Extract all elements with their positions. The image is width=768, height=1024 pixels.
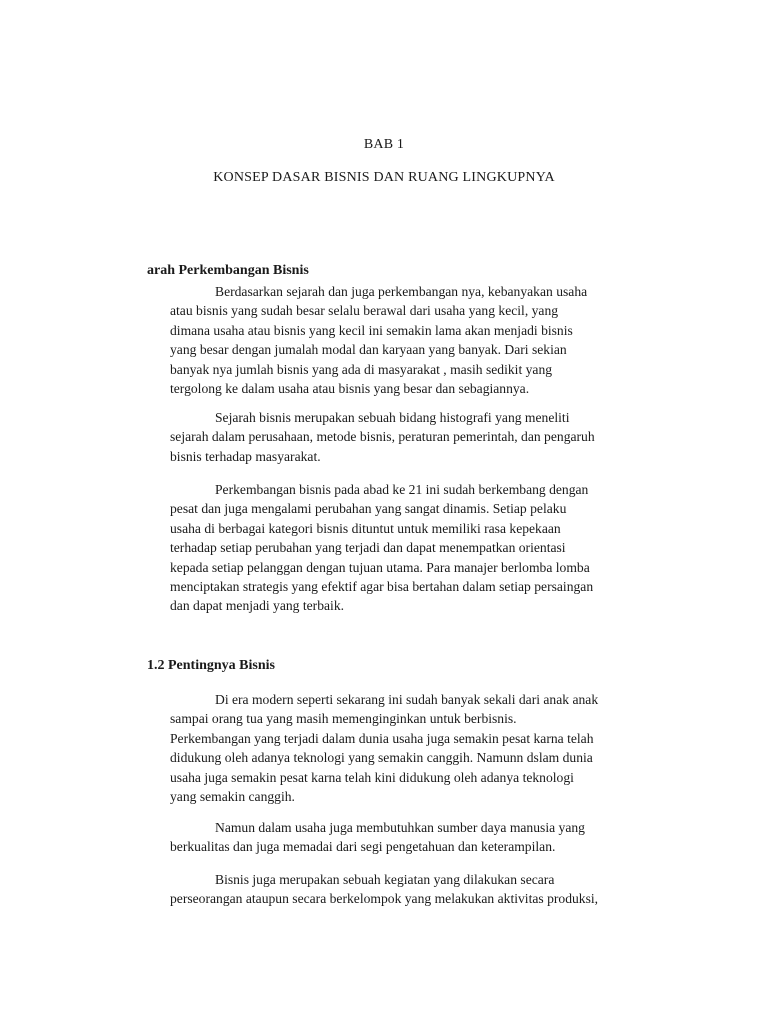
text-line: dan dapat menjadi yang terbaik. bbox=[170, 598, 345, 614]
text-line: kepada setiap pelanggan dengan tujuan utama. Para manajer berlomba lomba bbox=[170, 559, 590, 575]
text-line: perseorangan ataupun secara berkelompok yang melakukan aktivitas produksi, bbox=[170, 891, 599, 907]
chapter-number: BAB 1 bbox=[363, 137, 405, 152]
text-line: sampai orang tua yang masih memenginginkan untuk berbisnis. bbox=[170, 711, 517, 727]
text-line: Sejarah bisnis merupakan sebuah bidang histografi yang meneliti bbox=[215, 410, 570, 425]
section-heading-pentingnya: 1.2 Pentingnya Bisnis bbox=[147, 658, 275, 673]
text-line: Perkembangan yang terjadi dalam dunia usaha juga semakin pesat karna telah bbox=[170, 730, 594, 746]
text-line: tergolong ke dalam usaha atau bisnis yang besar dan sebagiannya. bbox=[170, 381, 530, 397]
text-line: Berdasarkan sejarah dan juga perkembangan nya, kebanyakan usaha bbox=[215, 284, 588, 299]
text-line: Namun dalam usaha juga membutuhkan sumber daya manusia yang bbox=[215, 820, 585, 835]
text-line: Perkembangan bisnis pada abad ke 21 ini sudah berkembang dengan bbox=[215, 482, 589, 497]
text-line: berkualitas dan juga memadai dari segi pengetahuan dan keterampilan. bbox=[170, 839, 556, 855]
paragraph bbox=[170, 818, 660, 857]
text-line: terhadap setiap perubahan yang terjadi dan dapat menempatkan orientasi bbox=[170, 540, 566, 556]
paragraph bbox=[170, 480, 660, 616]
chapter-title: KONSEP DASAR BISNIS DAN RUANG LINGKUPNYA bbox=[213, 170, 555, 185]
text-line: Bisnis juga merupakan sebuah kegiatan yang dilakukan secara bbox=[215, 872, 555, 887]
text-line: bisnis terhadap masyarakat. bbox=[170, 448, 321, 464]
text-line: menciptakan strategis yang efektif agar bisa bertahan dalam setiap persaingan bbox=[170, 579, 594, 595]
text-line: didukung oleh adanya teknologi yang semakin canggih. Namunn dslam dunia bbox=[170, 750, 593, 766]
paragraph bbox=[170, 870, 660, 909]
text-line: banyak nya jumlah bisnis yang ada di masyarakat , masih sedikit yang bbox=[170, 361, 553, 377]
paragraph bbox=[170, 282, 660, 398]
text-line: pesat dan juga mengalami perubahan yang sangat dinamis. Setiap pelaku bbox=[170, 501, 567, 517]
text-line: sejarah dalam perusahaan, metode bisnis, peraturan pemerintah, dan pengaruh bbox=[170, 429, 595, 445]
text-line: usaha juga semakin pesat karna telah kini didukung oleh adanya teknologi bbox=[170, 769, 574, 785]
section-heading-sejarah: arah Perkembangan Bisnis bbox=[147, 263, 309, 278]
paragraph bbox=[170, 408, 660, 466]
text-line: dimana usaha atau bisnis yang kecil ini semakin lama akan menjadi bisnis bbox=[170, 322, 573, 338]
text-line: yang besar dengan jumalah modal dan karyaan yang banyak. Dari sekian bbox=[170, 342, 567, 358]
text-line: usaha di berbagai kategori bisnis dituntut untuk memiliki rasa kepekaan bbox=[170, 520, 561, 536]
text-line: Di era modern seperti sekarang ini sudah banyak sekali dari anak anak bbox=[215, 692, 599, 707]
paragraph bbox=[170, 690, 660, 806]
text-line: yang semakin canggih. bbox=[170, 789, 295, 805]
text-line: atau bisnis yang sudah besar selalu berawal dari usaha yang kecil, yang bbox=[170, 303, 559, 319]
